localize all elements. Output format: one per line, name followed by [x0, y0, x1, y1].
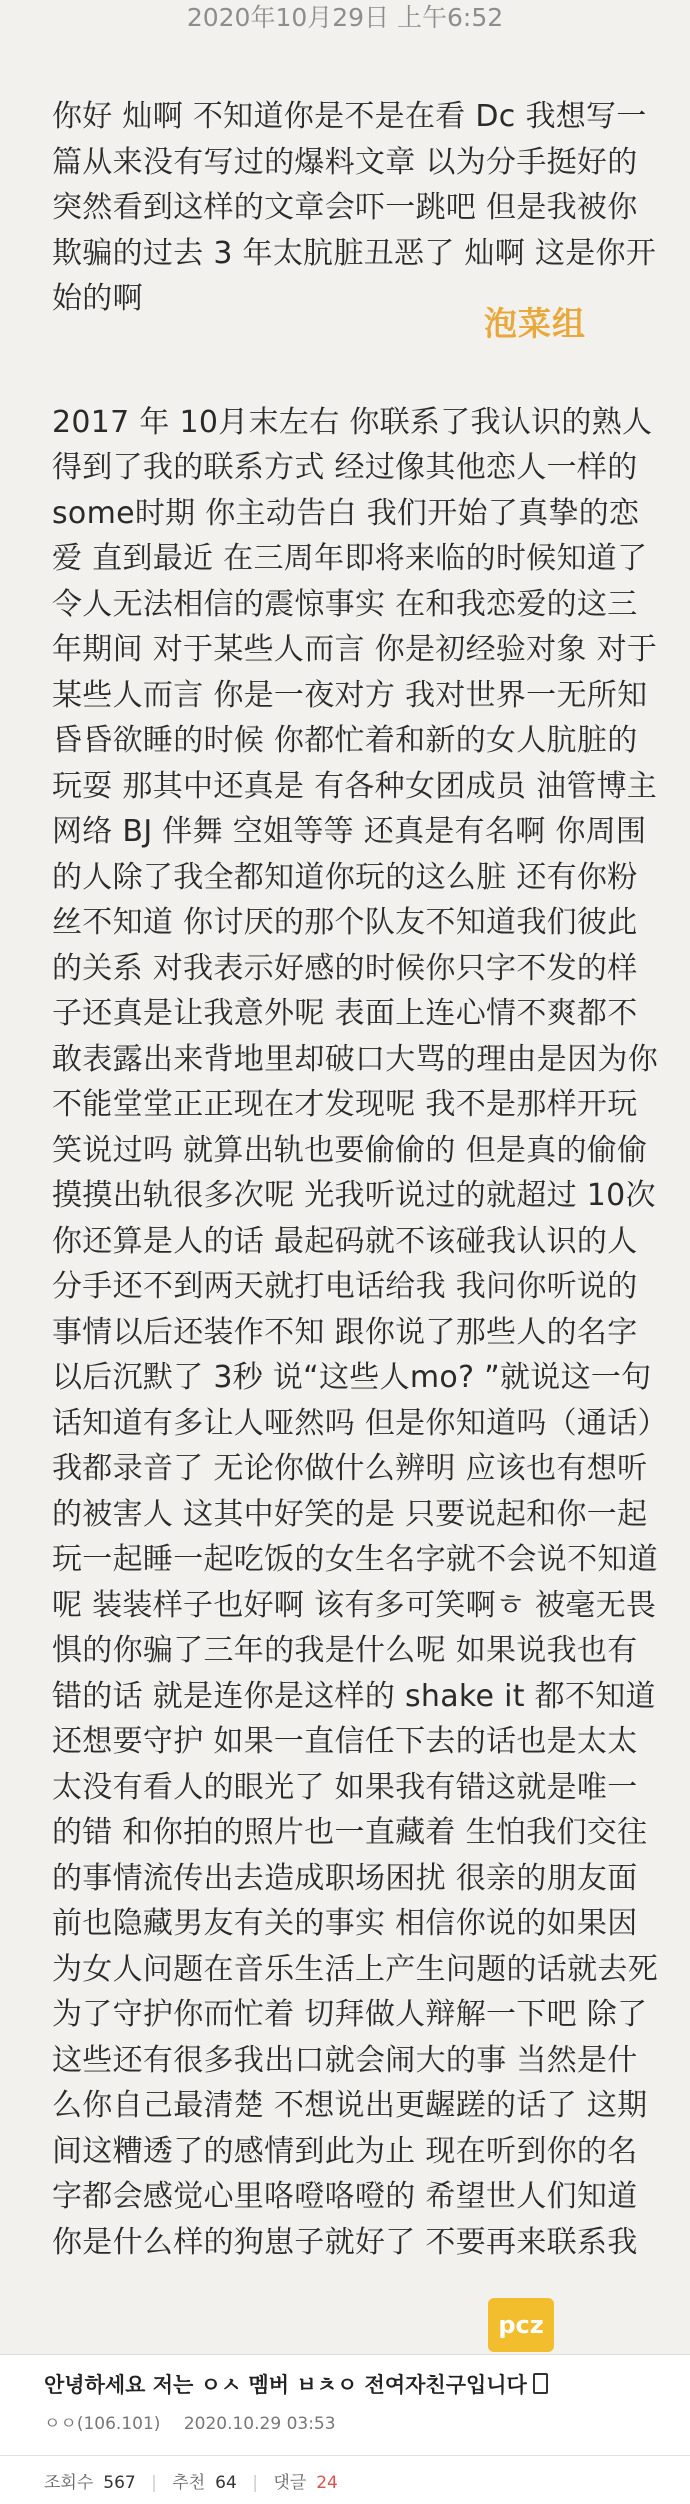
comment-title-text: 안녕하세요 저는 ㅇㅅ 멤버 ㅂㅊㅇ 전여자친구입니다 — [44, 2373, 527, 2397]
memo-body — [52, 94, 658, 2265]
stats-divider: | — [151, 2473, 157, 2493]
watermark-logo-bottom: pcz — [488, 2298, 554, 2352]
views-label: 조회수 — [44, 2473, 94, 2493]
memo-paragraph-1: 你好 灿啊 不知道你是不是在看 Dc 我想写一篇从来没有写过的爆料文章 以为分手挺好的 突然看到这样的文章会吓一跳吧 但是我被你欺骗的过去 3 年太肮脏丑恶了 灿啊 这是你开始的啊 — [52, 99, 657, 316]
comment-date: 2020.10.29 03:53 — [183, 2414, 336, 2434]
comment-meta — [44, 2409, 354, 2434]
watermark-logo-top: 泡菜组 — [484, 304, 586, 343]
comment-title[interactable] — [44, 2369, 548, 2399]
mobile-phone-icon — [533, 2373, 548, 2394]
likes-count: 64 — [215, 2473, 237, 2493]
replies-label[interactable]: 댓글 — [273, 2473, 307, 2493]
stats-bar — [0, 2455, 690, 2504]
comment-author[interactable]: ㅇㅇ(106.101) — [44, 2414, 161, 2434]
memo-paragraph-2: 2017 年 10月末左右 你联系了我认识的熟人得到了我的联系方式 经过像其他恋人一样的 some时期 你主动告白 我们开始了真挚的恋爱 直到最近 在三周年即将来临的时候知道了令人无法相信的震惊事实 在和我恋爱的这三年期间 对于某些人而言 你是初经验对象 对于某些人而言 你是一夜对方 我对世界一无所知昏昏欲睡的时候 你都忙着和新的女人肮脏的玩耍 那其中还真是 有各种女团成员 油管博主 网络 BJ 伴舞 空姐等等 还真是有名啊 你周围的人除了我全都知道你玩的这么脏 还有你粉丝不知道 你讨厌的那个队友不知道我们彼此的关系 对我表示好感的时候你只字不发的样子还真是让我意外呢 表面上连心情不爽都不敢表露出来背地里却破口大骂的理由是因为你不能堂堂正正现在才发现呢 我不是那样开玩笑说过吗 就算出轨也要偷偷的 但是真的偷偷摸摸出轨很多次呢 光我听说过的就超过 10次 你还算是人的话 最起码就不该碰我认识的人 分手还不到两天就打电话给我 我问你听说的事情以后还装作不知 跟你说了那些人的名字以后沉默了 3秒 说“这些人mo? ”就说这一句话知道有多让人哑然吗 但是你知道吗（通话）我都录音了 无论你做什么辨明 应该也有想听的被害人 这其中好笑的是 只要说起和你一起玩一起睡一起吃饭的女生名字就不会说不知道呢 装装样子也好啊 该有多可笑啊ㅎ 被毫无畏惧的你骗了三年的我是什么呢 如果说我也有错的话 就是连你是这样的 shake it 都不知道 还想要守护 如果一直信任下去的话也是太太太没有看人的眼光了 如果我有错这就是唯一的错 和你拍的照片也一直藏着 生怕我们交往的事情流传出去造成职场困扰 很亲的朋友面前也隐藏男友有关的事实 相信你说的如果因为女人问题在音乐生活上产生问题的话就去死 为了守护你而忙着 切拜做人辩解一下吧 除了这些还有很多我出口就会闹大的事 当然是什么你自己最清楚 不想说出更龌蹉的话了 这期间这糟透了的感情到此为止 现在听到你的名字都会感觉心里咯噔咯噔的 希望世人们知道你是什么样的狗崽子就好了 不要再来联系我 — [52, 404, 658, 2260]
status-datetime: 2020年10月29日 上午6:52 — [186, 3, 504, 32]
comment-section — [0, 2354, 690, 2503]
replies-count[interactable]: 24 — [316, 2473, 338, 2493]
post-stats — [44, 2468, 348, 2493]
stats-divider: | — [252, 2473, 258, 2493]
views-count: 567 — [103, 2473, 136, 2493]
likes-label: 추천 — [172, 2473, 206, 2493]
